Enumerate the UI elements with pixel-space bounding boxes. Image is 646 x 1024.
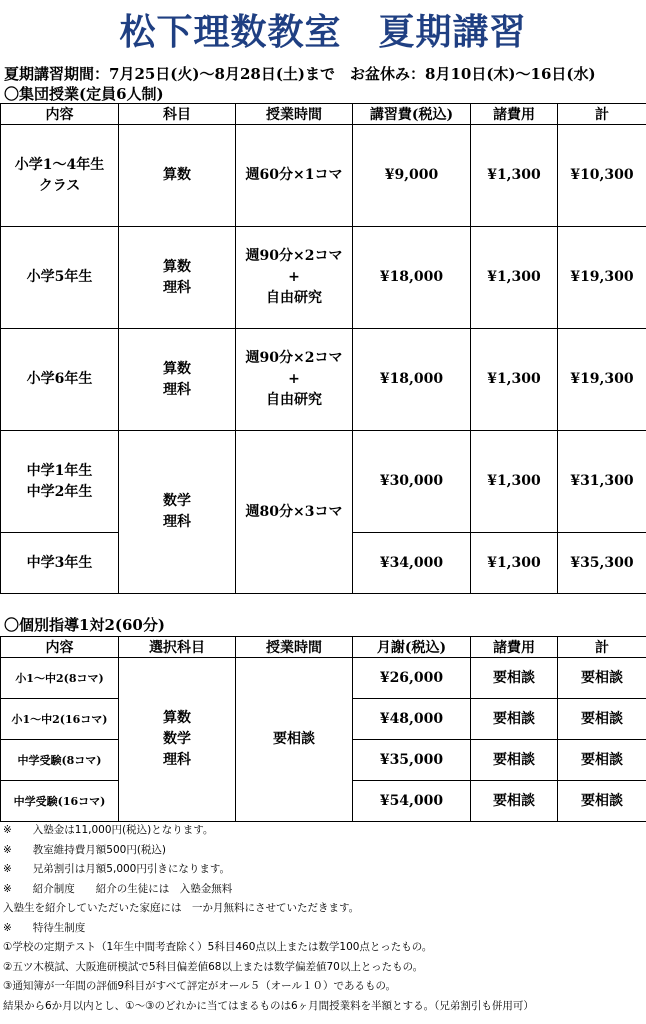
subject-cell: 数学 理科 <box>119 431 236 594</box>
group-header-row <box>1 104 646 125</box>
time-cell: 要相談 <box>236 658 353 822</box>
course-cell: 中学受験(8コマ) <box>1 740 119 781</box>
header-time: 授業時間 <box>236 637 353 658</box>
course-cell: 小学1～4年生 クラス <box>1 125 119 227</box>
page-title: 松下理数教室 夏期講習 <box>119 11 527 53</box>
header-course: 内容 <box>1 104 119 125</box>
table-row <box>1 658 646 699</box>
subject-cell: 算数 数学 理科 <box>119 658 236 822</box>
header-fee: 月謝(税込) <box>353 637 471 658</box>
misc-cell: ¥1,300 <box>471 533 558 594</box>
course-cell: 中学3年生 <box>1 533 119 594</box>
fee-cell: ¥54,000 <box>353 781 471 822</box>
misc-cell: 要相談 <box>471 781 558 822</box>
course-period: 夏期講習期間：7月25日(火)～8月28日(土)まで お盆休み：8月10日(木)～16日(水) <box>4 65 596 83</box>
course-cell: 小1～中2(16コマ) <box>1 699 119 740</box>
misc-cell: ¥1,300 <box>471 227 558 329</box>
individual-class-table <box>0 636 646 822</box>
total-cell: ¥19,300 <box>558 329 646 431</box>
note-line: ①学校の定期テスト（1年生中間考査除く）5科目460点以上または数学100点とったもの。 <box>3 941 433 953</box>
fee-cell: ¥35,000 <box>353 740 471 781</box>
total-cell: 要相談 <box>558 740 646 781</box>
subject-cell: 算数 理科 <box>119 227 236 329</box>
note-line: ※ 入塾金は11,000円(税込)となります。 <box>3 824 214 836</box>
time-cell: 週90分×2コマ + 自由研究 <box>236 227 353 329</box>
header-total: 計 <box>558 104 646 125</box>
fee-cell: ¥48,000 <box>353 699 471 740</box>
course-cell: 中学1年生 中学2年生 <box>1 431 119 533</box>
fee-cell: ¥18,000 <box>353 227 471 329</box>
misc-cell: ¥1,300 <box>471 125 558 227</box>
table-row <box>1 125 646 227</box>
misc-cell: 要相談 <box>471 658 558 699</box>
total-cell: ¥10,300 <box>558 125 646 227</box>
course-cell: 小1～中2(8コマ) <box>1 658 119 699</box>
fee-cell: ¥26,000 <box>353 658 471 699</box>
misc-cell: 要相談 <box>471 699 558 740</box>
course-cell: 小学5年生 <box>1 227 119 329</box>
note-line: ※ 兄弟割引は月額5,000円引きになります。 <box>3 863 231 875</box>
total-cell: 要相談 <box>558 658 646 699</box>
misc-cell: 要相談 <box>471 740 558 781</box>
header-misc: 諸費用 <box>471 104 558 125</box>
header-subject: 選択科目 <box>119 637 236 658</box>
total-cell: ¥19,300 <box>558 227 646 329</box>
table-row <box>1 431 646 533</box>
fee-cell: ¥9,000 <box>353 125 471 227</box>
header-fee: 講習費(税込) <box>353 104 471 125</box>
total-cell: ¥35,300 <box>558 533 646 594</box>
fee-cell: ¥30,000 <box>353 431 471 533</box>
time-cell: 週60分×1コマ <box>236 125 353 227</box>
header-misc: 諸費用 <box>471 637 558 658</box>
table-row <box>1 329 646 431</box>
note-line: ③通知簿が一年間の評価9科目がすべて評定がオール５（オール１０）であるもの。 <box>3 980 397 992</box>
total-cell: ¥31,300 <box>558 431 646 533</box>
note-line: ※ 紹介制度 紹介の生徒には 入塾金無料 <box>3 882 233 895</box>
notes <box>3 821 643 1016</box>
individual-header-row <box>1 637 646 658</box>
header-total: 計 <box>558 637 646 658</box>
header-course: 内容 <box>1 637 119 658</box>
individual-section-heading: 〇個別指導1対2(60分) <box>4 616 165 634</box>
time-cell: 週90分×2コマ + 自由研究 <box>236 329 353 431</box>
header-subject: 科目 <box>119 104 236 125</box>
note-line: ②五ツ木模試、大阪進研模試で5科目偏差値68以上または数学偏差値70以上とったもの。 <box>3 960 424 973</box>
group-class-table <box>0 103 646 594</box>
subject-cell: 算数 <box>119 125 236 227</box>
time-cell: 週80分×3コマ <box>236 431 353 594</box>
course-cell: 中学受験(16コマ) <box>1 781 119 822</box>
header-time: 授業時間 <box>236 104 353 125</box>
fee-cell: ¥18,000 <box>353 329 471 431</box>
note-line: 結果から6か月以内とし、①～③のどれかに当てはまるものは6ヶ月間授業料を半額とする。（兄弟割引も併用可） <box>3 999 534 1012</box>
misc-cell: ¥1,300 <box>471 431 558 533</box>
group-section-heading: 〇集団授業(定員6人制) <box>4 85 164 103</box>
total-cell: 要相談 <box>558 699 646 740</box>
note-line: ※ 特待生制度 <box>3 921 86 934</box>
subject-cell: 算数 理科 <box>119 329 236 431</box>
fee-cell: ¥34,000 <box>353 533 471 594</box>
note-line: 入塾生を紹介していただいた家庭には 一か月無料にさせていただきます。 <box>3 902 360 914</box>
course-cell: 小学6年生 <box>1 329 119 431</box>
note-line: ※ 教室維持費月額500円(税込) <box>3 843 167 856</box>
total-cell: 要相談 <box>558 781 646 822</box>
table-row <box>1 227 646 329</box>
misc-cell: ¥1,300 <box>471 329 558 431</box>
